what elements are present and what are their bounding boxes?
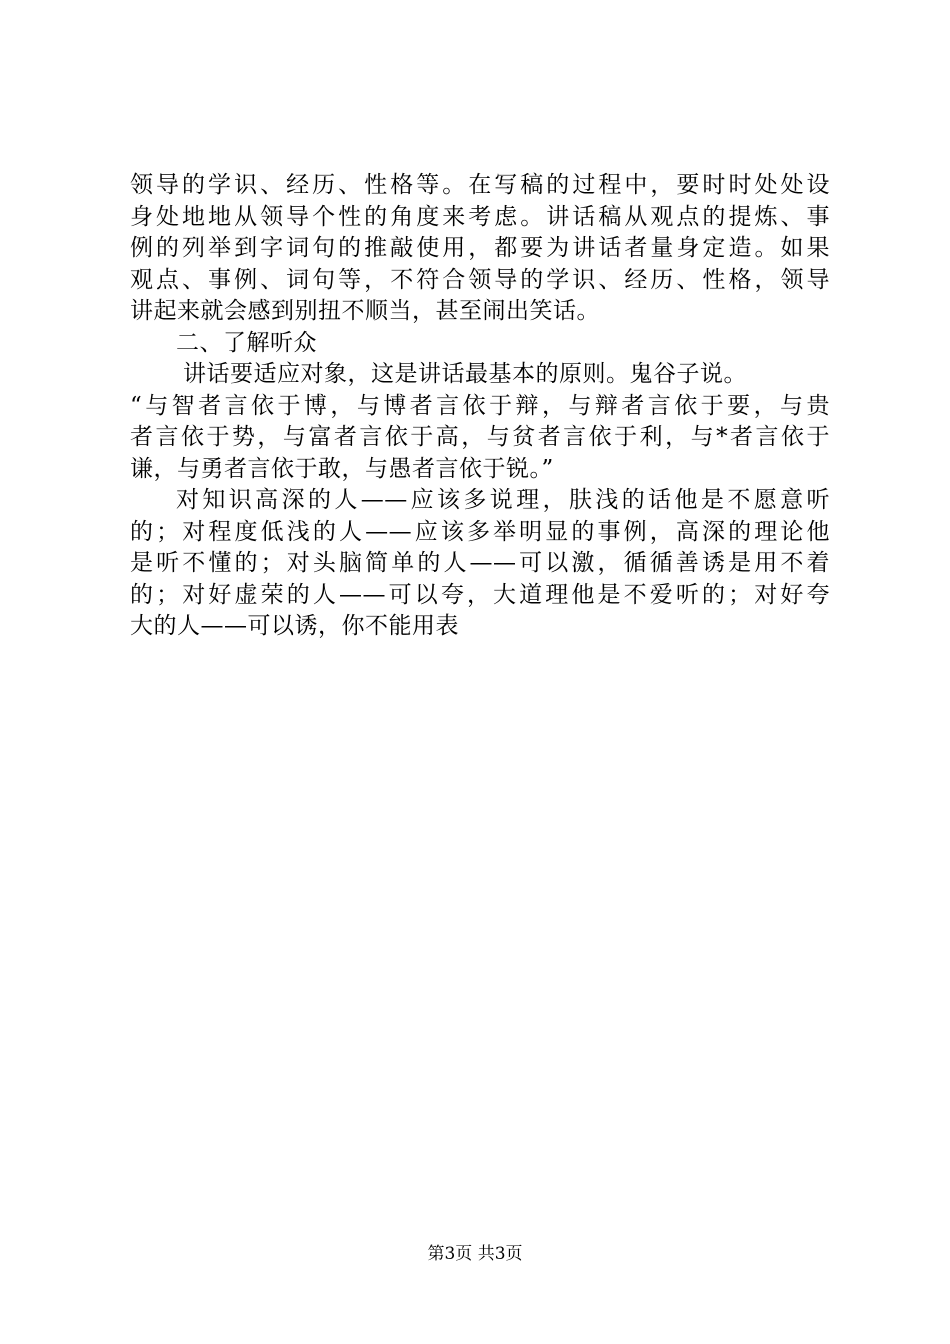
- page-footer: [0, 1243, 950, 1265]
- paragraph-line: “与智者言依于博，与博者言依于辩，与辩者言依于要，与贵: [130, 392, 830, 419]
- paragraph-line: 身处地地从领导个性的角度来考虑。讲话稿从观点的提炼、事: [130, 203, 830, 230]
- paragraph-line: 例的列举到字词句的推敲使用，都要为讲话者量身定造。如果: [130, 235, 830, 261]
- paragraph-line: 是听不懂的；对头脑简单的人——可以激，循循善诱是用不着: [130, 550, 830, 576]
- paragraph-line: 的；对程度低浅的人——应该多举明显的事例，高深的理论他: [130, 518, 830, 545]
- paragraph-line: 者言依于势，与富者言依于高，与贫者言依于利，与*者言依于: [130, 424, 830, 450]
- paragraph-line: 对知识高深的人——应该多说理，肤浅的话他是不愿意听: [176, 487, 830, 513]
- paragraph-line: 谦，与勇者言依于敢，与愚者言依于锐。”: [130, 455, 554, 482]
- paragraph-line: 的；对好虚荣的人——可以夸，大道理他是不爱听的；对好夸: [130, 581, 830, 608]
- section-heading: 二、了解听众: [176, 329, 317, 356]
- paragraph-line: 大的人——可以诱，你不能用表: [130, 613, 459, 639]
- paragraph-line: 讲起来就会感到别扭不顺当，甚至闹出笑话。: [130, 298, 600, 324]
- paragraph-line: 讲话要适应对象，这是讲话最基本的原则。鬼谷子说。: [183, 361, 747, 387]
- page-number-label: 第3页 共3页: [427, 1244, 523, 1264]
- paragraph-line: 观点、事例、词句等，不符合领导的学识、经历、性格，领导: [130, 266, 830, 293]
- paragraph-line: 领导的学识、经历、性格等。在写稿的过程中，要时时处处设: [130, 172, 830, 198]
- document-body: [130, 170, 830, 643]
